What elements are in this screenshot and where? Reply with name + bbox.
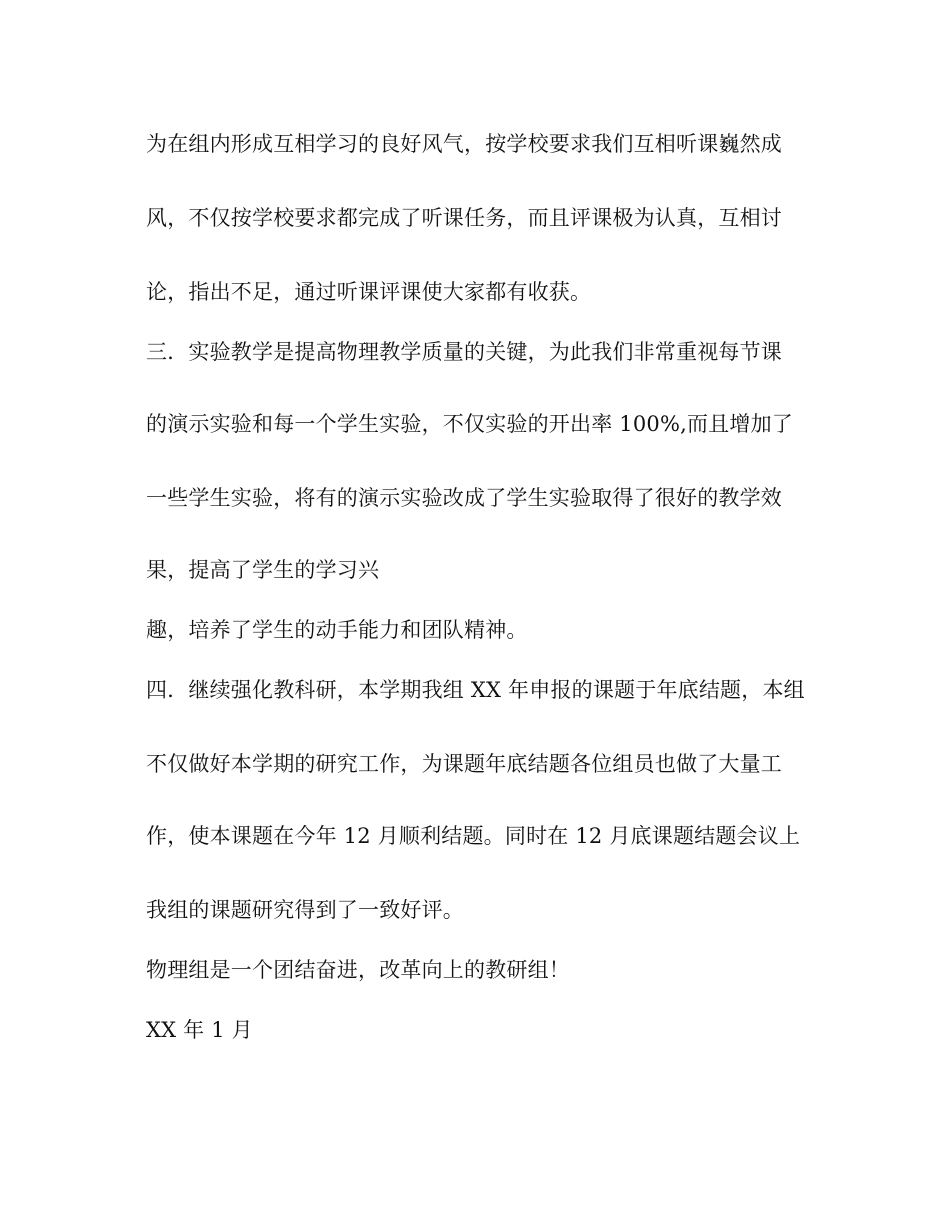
text-line: 趣，培养了学生的动手能力和团队精神。 — [146, 618, 528, 642]
text-line: 论，指出不足，通过听课评课使大家都有收获。 — [146, 280, 592, 304]
text-line: 果，提高了学生的学习兴 — [146, 558, 380, 582]
text-line: 物理组是一个团结奋进，改革向上的教研组！ — [146, 958, 570, 982]
text-line: 作，使本课题在今年 12 月顺利结题。同时在 12 月底课题结题会议上 — [146, 824, 801, 848]
text-line: 风，不仅按学校要求都完成了听课任务，而且评课极为认真，互相讨 — [146, 206, 782, 230]
text-line: 四．继续强化教科研，本学期我组 XX 年申报的课题于年底结题，本组 — [146, 678, 805, 702]
text-line: 三．实验教学是提高物理教学质量的关键，为此我们非常重视每节课 — [146, 340, 782, 364]
text-line: 为在组内形成互相学习的良好风气，按学校要求我们互相听课巍然成 — [146, 132, 782, 156]
text-line: 一些学生实验，将有的演示实验改成了学生实验取得了很好的教学效 — [146, 486, 782, 510]
text-line: 的演示实验和每一个学生实验，不仅实验的开出率 100%,而且增加了 — [146, 412, 793, 436]
text-line: XX 年 1 月 — [146, 1018, 253, 1042]
text-line: 我组的课题研究得到了一致好评。 — [146, 898, 464, 922]
text-line: 不仅做好本学期的研究工作，为课题年底结题各位组员也做了大量工 — [146, 752, 782, 776]
